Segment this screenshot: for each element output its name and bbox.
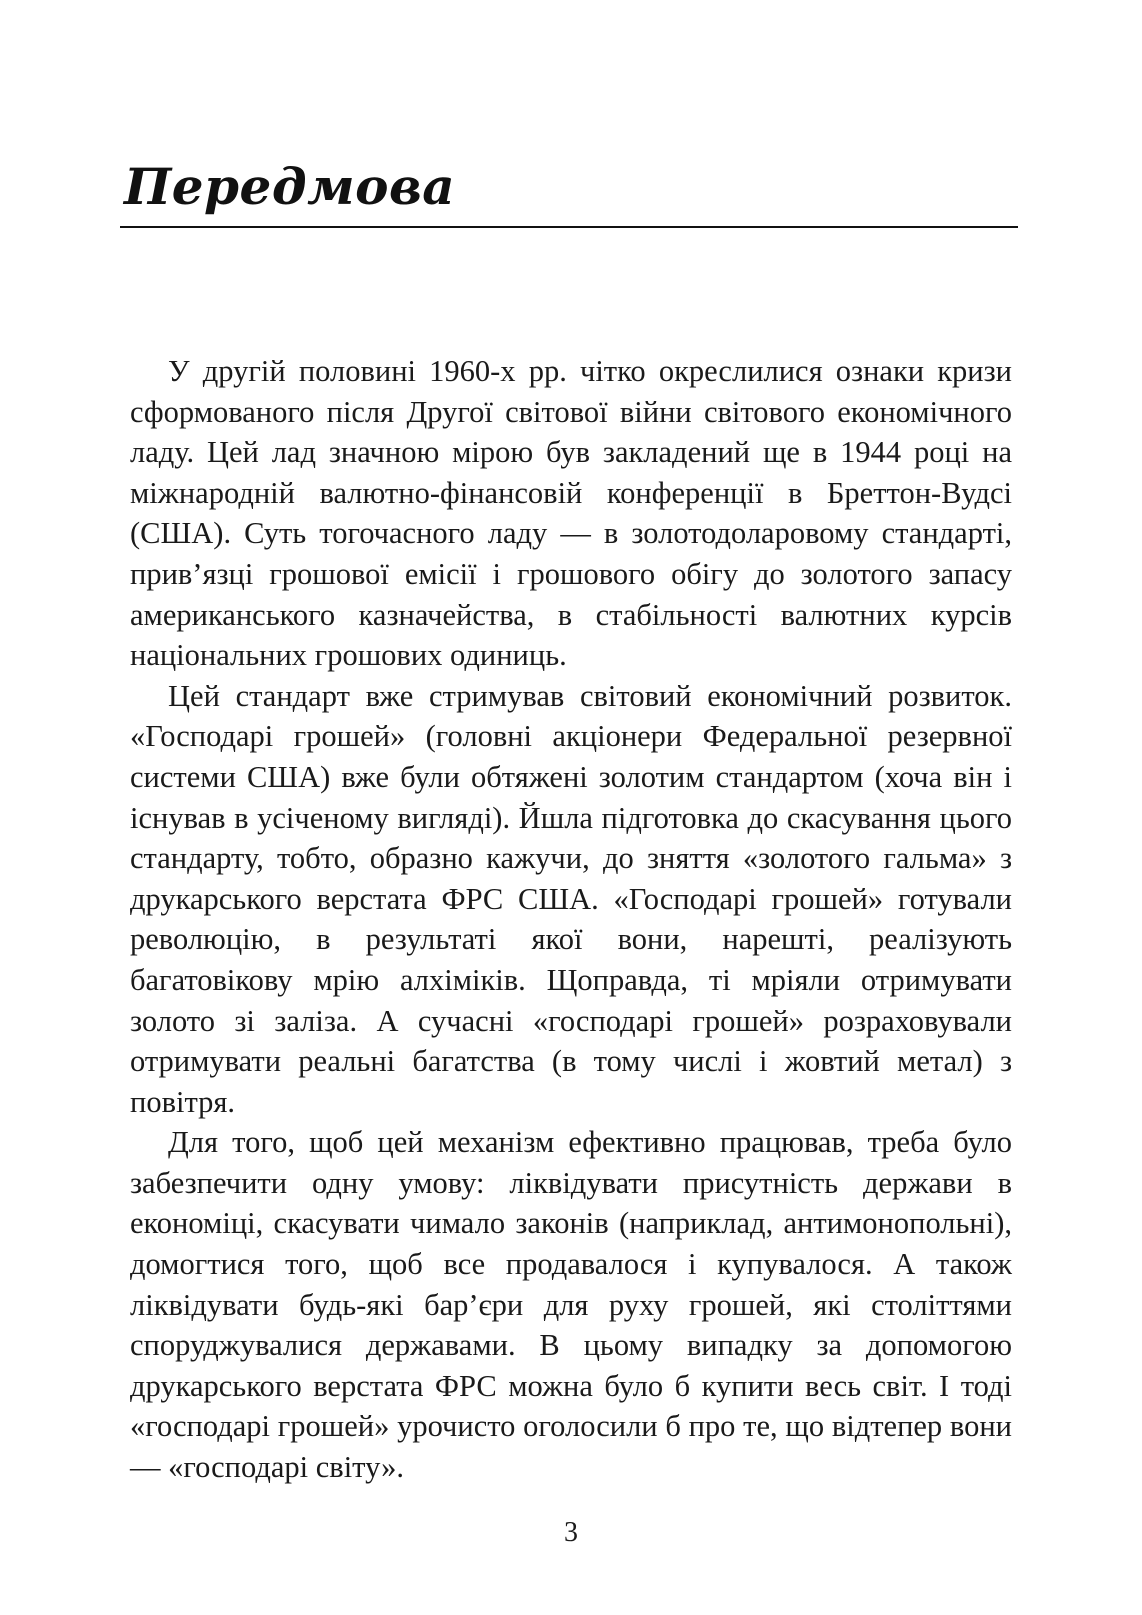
body-text (130, 351, 1012, 1488)
paragraph-2: Цей стандарт вже стримував світовий економічний розвиток. «Господарі грошей» (головні акціонери Федеральної резервної системи США) вже були обтяжені золотим стандартом (хоча він і існував в усіченому вигляді). Йшла підготовка до скасування цього стандарту, тобто, образно кажучи, до зняття «золотого гальма» з друкарського верстата ФРС США. «Господарі грошей» готували революцію, в результаті якої вони, нарешті, реалізують багатовікову мрію алхіміків. Щоправда, ті мріяли отримувати золото зі заліза. А сучасні «господарі грошей» розраховували отримувати реальні багатства (в тому числі і жовтий метал) з повітря. (130, 678, 1012, 1119)
title-divider (120, 226, 1018, 228)
page-title: Передмова (124, 157, 456, 216)
page-number: 3 (564, 1517, 578, 1548)
paragraph-3: Для того, щоб цей механізм ефективно працював, треба було забезпечити одну умову: ліквідувати присутність держави в економіці, скасувати чимало законів (наприклад, антимонопольні), домогтися того, щоб все продавалося і купувалося. А також ліквідувати будь-які бар’єри для руху грошей, які століттями споруджувалися державами. В цьому випадку за допомогою друкарського верстата ФРС можна було б купити весь світ. І тоді «господарі грошей» урочисто оголосили б про те, що відтепер вони — «господарі світу». (130, 1125, 1012, 1485)
paragraph-1: У другій половині 1960-х рр. чітко окреслилися ознаки кризи сформованого після Другої світової війни світового економічного ладу. Цей лад значною мірою був закладений ще в 1944 році на міжнародній валютно-фінансовій конференції в Бреттон-Вудсі (США). Суть тогочасного ладу — в золотодоларовому стандарті, прив’язці грошової емісії і грошового обігу до золотого запасу американського казначейства, в стабільності валютних курсів національних грошових одиниць. (130, 354, 1012, 673)
